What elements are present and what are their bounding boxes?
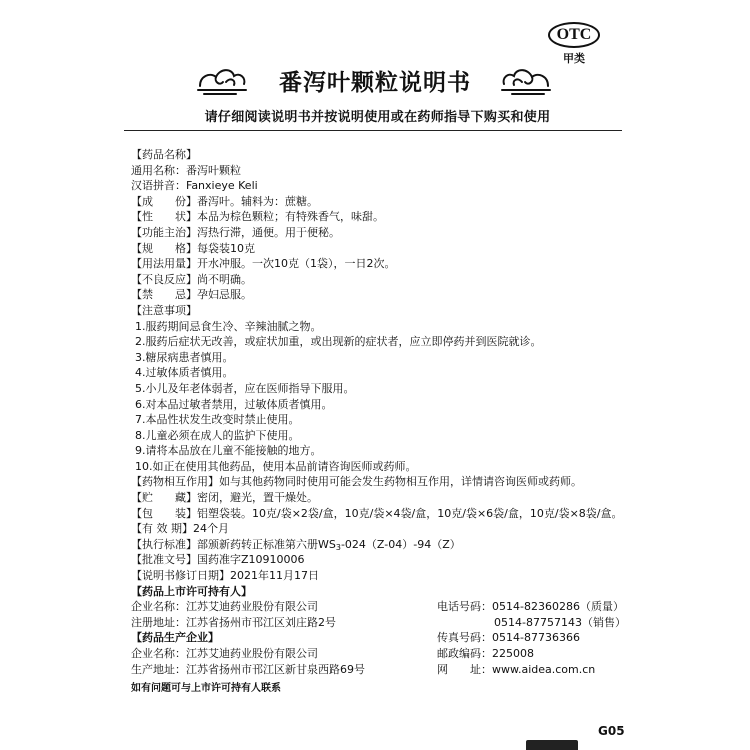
precaution-item: 4.过敏体质者慎用。 <box>135 366 234 380</box>
common-name: 通用名称：番泻叶颗粒 <box>131 163 241 177</box>
precaution-item: 10.如正在使用其他药品，使用本品前请咨询医师或药师。 <box>135 459 417 473</box>
indications: 【功能主治】泻热行滞，通便。用于便秘。 <box>131 225 340 239</box>
leaflet-body <box>131 147 626 697</box>
otc-class-label: 甲类 <box>563 52 585 65</box>
mfr-row-2 <box>131 646 626 662</box>
standard-subscript: 3 <box>335 542 341 552</box>
execution-standard <box>131 537 626 553</box>
precaution-item: 8.儿童必须在成人的监护下使用。 <box>135 428 300 442</box>
mah-heading: 【药品上市许可持有人】 <box>131 584 252 598</box>
approval-number: 【批准文号】国药准字Z10910006 <box>131 553 305 567</box>
standard-suffix: -024（Z-04）-94（Z） <box>340 537 461 551</box>
mah-address: 注册地址：江苏省扬州市邗江区刘庄路2号 <box>131 615 336 629</box>
mah-row-1 <box>131 599 626 615</box>
usage-dosage: 【用法用量】开水冲服。一次10克（1袋），一日2次。 <box>131 257 396 271</box>
adverse-reactions: 【不良反应】尚不明确。 <box>131 272 252 286</box>
precaution-item: 9.请将本品放在儿童不能接触的地方。 <box>135 444 322 458</box>
standard-prefix: 【执行标准】部颁新药转正标准第六册WS <box>131 537 336 551</box>
mfr-address: 生产地址：江苏省扬州市邗江区新甘泉西路69号 <box>131 662 365 676</box>
specification: 【规 格】每袋装10克 <box>131 241 255 255</box>
mfr-row-1 <box>131 630 626 646</box>
pinyin-name: 汉语拼音：Fanxieye Keli <box>131 179 258 193</box>
precaution-item: 6.对本品过敏者禁用，过敏体质者慎用。 <box>135 397 333 411</box>
precaution-item: 3.糖尿病患者慎用。 <box>135 350 234 364</box>
phone-sales: 0514-87757143（销售） <box>494 615 626 629</box>
drug-name-heading: 【药品名称】 <box>131 148 197 161</box>
precaution-item: 1.服药期间忌食生冷、辛辣油腻之物。 <box>135 319 322 333</box>
fax-number: 传真号码：0514-87736366 <box>437 631 580 645</box>
contact-note: 如有问题可与上市许可持有人联系 <box>131 683 281 695</box>
manufacturer-heading: 【药品生产企业】 <box>131 631 219 645</box>
page-title: 番泻叶颗粒说明书 <box>279 70 471 96</box>
precaution-item: 7.本品性状发生改变时禁止使用。 <box>135 413 300 427</box>
phone-quality: 电话号码：0514-82360286（质量） <box>437 600 624 614</box>
ingredients: 【成 份】番泻叶。辅料为：蔗糖。 <box>131 194 318 208</box>
revision-date: 【说明书修订日期】2021年11月17日 <box>131 569 319 583</box>
otc-badge: OTC <box>548 22 600 48</box>
mfr-row-3 <box>131 662 626 678</box>
properties: 【性 状】本品为棕色颗粒；有特殊香气，味甜。 <box>131 210 384 224</box>
precautions-heading: 【注意事项】 <box>131 303 197 317</box>
postcode: 邮政编码：225008 <box>437 647 534 660</box>
precaution-item: 2.服药后症状无改善，或症状加重，或出现新的症状者，应立即停药并到医院就诊。 <box>135 335 542 349</box>
header-divider <box>124 130 622 131</box>
usage-advisory: 请仔细阅读说明书并按说明使用或在药师指导下购买和使用 <box>204 110 551 125</box>
storage: 【贮 藏】密闭，避光，置干燥处。 <box>131 491 318 505</box>
package: 【包 装】铝塑袋装。10克/袋×2袋/盒，10克/袋×4袋/盒，10克/袋×6袋/盒，10克/袋×8袋/盒。 <box>131 506 623 520</box>
website: 网 址：www.aidea.com.cn <box>437 662 596 676</box>
validity: 【有 效 期】24个月 <box>131 522 229 536</box>
drug-interactions: 【药物相互作用】如与其他药物同时使用可能会发生药物相互作用，详情请咨询医师或药师。 <box>131 475 582 489</box>
contraindications: 【禁 忌】孕妇忌服。 <box>131 288 252 302</box>
edge-mark <box>526 740 578 750</box>
mah-row-2 <box>131 615 626 631</box>
print-code: G05 <box>598 724 625 738</box>
mfr-company: 企业名称：江苏艾迪药业股份有限公司 <box>131 647 318 660</box>
right-cloud-ornament-icon <box>500 62 552 96</box>
precaution-item: 5.小儿及年老体弱者，应在医师指导下服用。 <box>135 381 355 395</box>
left-cloud-ornament-icon <box>196 62 248 96</box>
mah-company: 企业名称：江苏艾迪药业股份有限公司 <box>131 600 318 614</box>
